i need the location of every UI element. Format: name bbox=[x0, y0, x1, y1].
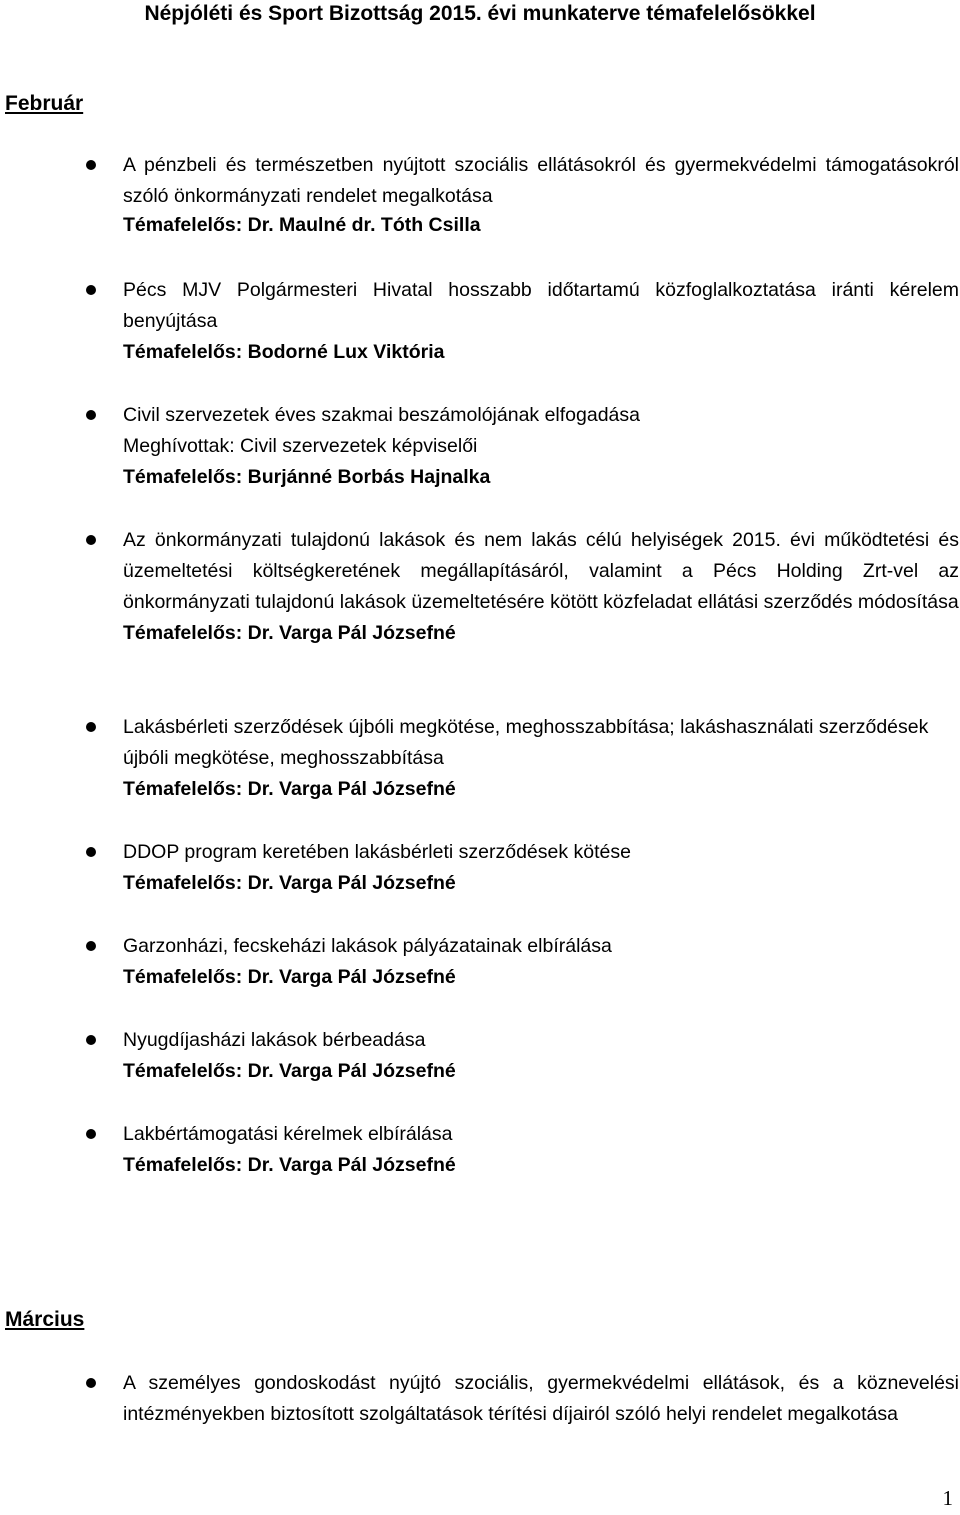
item-text: DDOP program keretében lakásbérleti szerződések kötése bbox=[123, 841, 631, 863]
list-item bbox=[0, 1025, 960, 1119]
section-heading-februar: Február bbox=[5, 92, 84, 115]
bullet-icon bbox=[86, 722, 96, 732]
item-responsible: Témafelelős: Dr. Varga Pál Józsefné bbox=[123, 872, 456, 894]
item-responsible: Témafelelős: Bodorné Lux Viktória bbox=[123, 341, 445, 363]
list-item bbox=[0, 400, 960, 525]
item-text: A személyes gondoskodást nyújtó szociális, gyermekvédelmi ellátások, és a köznevelési intézményekben biztosított szolgáltatások térítési díjairól szóló helyi rendelet megalkotása bbox=[123, 1372, 959, 1425]
item-responsible: Témafelelős: Dr. Varga Pál Józsefné bbox=[123, 778, 456, 800]
bullet-icon bbox=[86, 1035, 96, 1045]
page-number: 1 bbox=[942, 1486, 953, 1510]
item-text: Pécs MJV Polgármesteri Hivatal hosszabb időtartamú közfoglalkoztatása iránti kérelem benyújtása bbox=[123, 279, 959, 332]
item-responsible: Témafelelős: Dr. Varga Pál Józsefné bbox=[123, 966, 456, 988]
document-title: Népjóléti és Sport Bizottság 2015. évi munkaterve témafelelősökkel bbox=[144, 2, 816, 25]
list-item bbox=[0, 837, 960, 931]
item-text: A pénzbeli és természetben nyújtott szociális ellátásokról és gyermekvédelmi támogatásokról szóló önkormányzati rendelet megalkotása bbox=[123, 154, 959, 207]
bullet-icon bbox=[86, 160, 96, 170]
item-responsible: Témafelelős: Dr. Varga Pál Józsefné bbox=[123, 622, 456, 644]
februar-item-list bbox=[0, 150, 960, 1181]
bullet-icon bbox=[86, 410, 96, 420]
bullet-icon bbox=[86, 1378, 96, 1388]
item-text: Garzonházi, fecskeházi lakások pályázatainak elbírálása bbox=[123, 935, 612, 957]
marcius-item-list bbox=[0, 1368, 960, 1430]
item-text: Civil szervezetek éves szakmai beszámolójának elfogadása bbox=[123, 404, 640, 426]
list-item bbox=[0, 275, 960, 400]
item-responsible: Témafelelős: Dr. Varga Pál Józsefné bbox=[123, 1060, 456, 1082]
item-text: Lakbértámogatási kérelmek elbírálása bbox=[123, 1123, 453, 1145]
list-item bbox=[0, 150, 960, 275]
bullet-icon bbox=[86, 285, 96, 295]
section-heading-marcius: Március bbox=[5, 1308, 85, 1331]
bullet-icon bbox=[86, 847, 96, 857]
list-item bbox=[0, 1119, 960, 1181]
item-responsible: Témafelelős: Dr. Maulné dr. Tóth Csilla bbox=[123, 214, 481, 236]
item-invited: Meghívottak: Civil szervezetek képviselői bbox=[123, 435, 478, 457]
list-item bbox=[0, 931, 960, 1025]
bullet-icon bbox=[86, 535, 96, 545]
bullet-icon bbox=[86, 1129, 96, 1139]
item-text: Az önkormányzati tulajdonú lakások és nem lakás célú helyiségek 2015. évi működtetési és üzemeltetési költségkeretének megállapításáról, valamint a Pécs Holding Zrt-vel az önkormányzati tulajdonú lakások üzemeltetésére kötött közfeladat ellátási szerződés módosítása bbox=[123, 529, 959, 613]
item-text: Nyugdíjasházi lakások bérbeadása bbox=[123, 1029, 426, 1051]
item-responsible: Témafelelős: Burjánné Borbás Hajnalka bbox=[123, 466, 491, 488]
bullet-icon bbox=[86, 941, 96, 951]
list-item bbox=[0, 525, 960, 712]
list-item bbox=[0, 1368, 960, 1430]
item-text: Lakásbérleti szerződések újbóli megkötése, meghosszabbítása; lakáshasználati szerződések újbóli megkötése, meghosszabbítása bbox=[123, 716, 929, 769]
item-responsible: Témafelelős: Dr. Varga Pál Józsefné bbox=[123, 1154, 456, 1176]
list-item bbox=[0, 712, 960, 837]
